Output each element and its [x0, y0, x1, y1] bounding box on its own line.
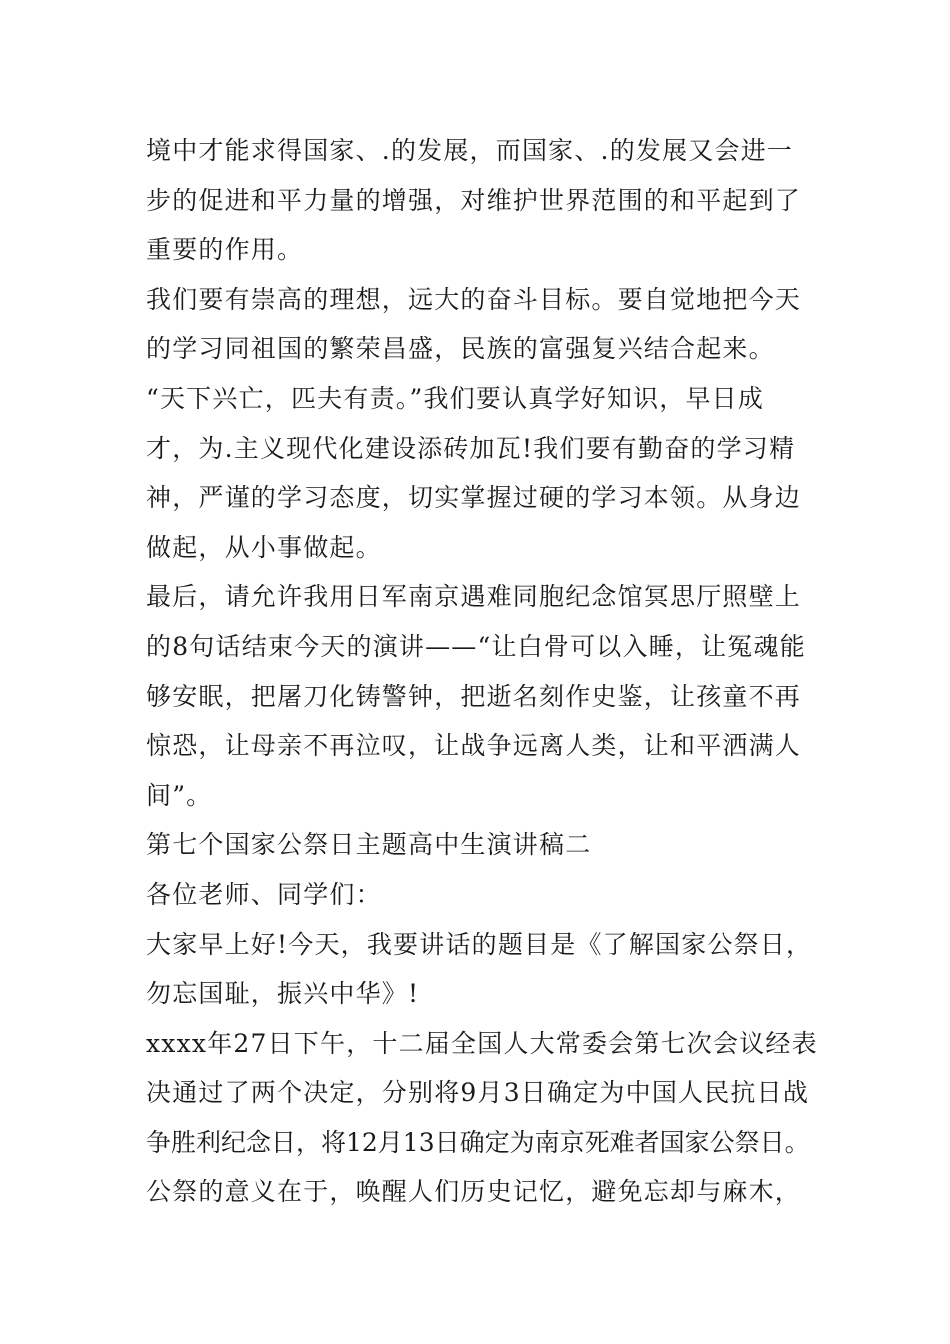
text-line: 才，为.主义现代化建设添砖加瓦!我们要有勤奋的学习精: [146, 433, 796, 463]
text-line: 重要的作用。: [146, 235, 304, 265]
text-line: “天下兴亡，匹夫有责。”我们要认真学好知识，早日成: [146, 383, 765, 413]
text-line: 步的促进和平力量的增强，对维护世界范围的和平起到了: [146, 185, 802, 215]
document-body: [146, 126, 826, 1217]
text-line: 大家早上好!今天，我要讲话的题目是《了解国家公祭日，: [146, 929, 813, 959]
text-line: 惊恐，让母亲不再泣叹，让战争远离人类，让和平洒满人: [146, 731, 802, 761]
text-line: 做起，从小事做起。: [146, 532, 382, 562]
text-line: 够安眠，把屠刀化铸警钟，把逝名刻作史鉴，让孩童不再: [146, 681, 802, 711]
text-line: 我们要有崇高的理想，远大的奋斗目标。要自觉地把今天: [146, 284, 802, 314]
text-line: 间”。: [146, 780, 213, 810]
text-line: 最后，请允许我用日军南京遇难同胞纪念馆冥思厅照壁上: [146, 582, 802, 612]
text-line: 勿忘国耻，振兴中华》!: [146, 979, 420, 1009]
salutation: 各位老师、同学们：: [146, 879, 382, 909]
text-line: 决通过了两个决定，分别将9月3日确定为中国人民抗日战: [146, 1078, 810, 1108]
section-heading: 第七个国家公祭日主题高中生演讲稿二: [146, 830, 592, 860]
text-line: 的8句话结束今天的演讲——“让白骨可以入睡，让冤魂能: [146, 631, 806, 661]
text-line: 争胜利纪念日，将12月13日确定为南京死难者国家公祭日。: [146, 1127, 810, 1157]
text-line: 境中才能求得国家、.的发展，而国家、.的发展又会进一: [146, 136, 794, 165]
text-line: 神，严谨的学习态度，切实掌握过硬的学习本领。从身边: [146, 483, 802, 513]
text-line: xxxx年27日下午，十二届全国人大常委会第七次会议经表: [146, 1028, 818, 1058]
text-line: 公祭的意义在于，唤醒人们历史记忆，避免忘却与麻木，: [146, 1177, 802, 1207]
text-line: 的学习同祖国的繁荣昌盛，民族的富强复兴结合起来。: [146, 334, 775, 364]
